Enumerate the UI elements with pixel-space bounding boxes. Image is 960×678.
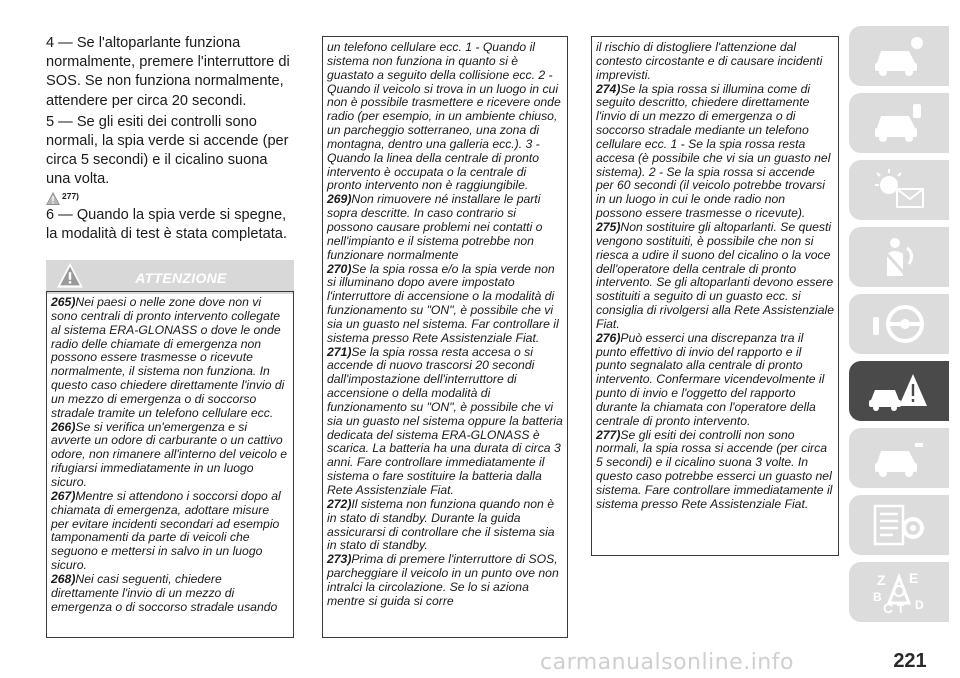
emergency-icon bbox=[869, 368, 929, 414]
note-275 bbox=[596, 221, 834, 332]
note-271 bbox=[327, 346, 563, 498]
tab-seatbelt[interactable] bbox=[849, 227, 949, 287]
note-number: 267) bbox=[51, 488, 76, 503]
note-text: Prima di premere l'interruttore di SOS, parcheggiare il veicolo in un punto ove non intralci la circolazione. Se lo si aziona mentre si guida si corre bbox=[327, 552, 559, 608]
svg-text:T: T bbox=[897, 602, 905, 615]
note-277 bbox=[596, 429, 834, 512]
warning-triangle-icon bbox=[46, 192, 60, 206]
paragraph-step-5: 5 — Se gli esiti dei controlli sono normali, la spia verde si accende (per circa 5 secondi) e il cicalino suona una volta. bbox=[46, 113, 289, 188]
note-number: 270) bbox=[327, 261, 352, 276]
tab-steering-wheel[interactable] bbox=[849, 294, 949, 354]
note-number: 274) bbox=[596, 81, 621, 96]
note-text: Nei paesi o nelle zone dove non vi sono centrali di pronto intervento collegate al sistema ERA-GLONASS o dove le onde radio delle chiamate di emergenza non possono essere trasmesse o ricevute normalmente, il sistema non funziona. In questo caso chiedere direttamente l'invio di un mezzo di emergenza o di soccorso stradale tramite un telefono cellulare ecc. bbox=[51, 295, 285, 420]
note-270 bbox=[327, 263, 563, 346]
note-268 bbox=[51, 573, 289, 615]
note-number: 265) bbox=[51, 295, 76, 309]
note-text: Non rimuovere né installare le parti sopra descritte. In caso contrario si possono causare problemi nei contatti o nell'impianto e il sistema potrebbe non funzionare normalmente bbox=[327, 192, 543, 262]
note-number: 277) bbox=[596, 427, 621, 442]
note-273 bbox=[327, 553, 563, 608]
note-number: 268) bbox=[51, 571, 76, 586]
note-266 bbox=[51, 421, 289, 490]
seatbelt-icon bbox=[869, 234, 929, 280]
warning-title: ATTENZIONE bbox=[135, 270, 227, 287]
paragraph-step-4: 4 — Se l'altoparlante funziona normalmente, premere l'interruttore di SOS. Se non funziona normalmente, attendere per circa 20 secondi. bbox=[46, 35, 290, 109]
note-265 bbox=[51, 296, 289, 421]
tab-car-key[interactable] bbox=[849, 93, 949, 153]
tab-car-info[interactable] bbox=[849, 26, 949, 86]
note-text: Se la spia rossa si illumina come di seguito descritto, chiedere direttamente l'invio di un mezzo di emergenza o di soccorso stradale mediante un telefono cellulare ecc. 1 - Se la spia rossa resta accesa (è possibile che vi sia un guasto nel sistema). 2 - Se la spia rossa si accende per 60 secondi (il veicolo potrebbe trovarsi in un luogo in cui le onde radio non possono essere trasmesse o ricevute). bbox=[596, 81, 831, 221]
note-text: Se la spia rossa e/o la spia verde non si illuminano dopo avere impostato l'interruttore di accensione o la modalità di funzionamento su "ON", è possibile che vi sia un guasto nel sistema. Far controllare il sistema presso Rete Assistenziale Fiat. bbox=[327, 261, 559, 345]
note-number: 269) bbox=[327, 192, 352, 207]
chapter-tabs bbox=[849, 26, 949, 629]
watermark: carmanualsonline.info bbox=[540, 650, 794, 675]
note-text: Se si verifica un'emergenza e si avverte un odore di carburante o un cattivo odore, non rimanere all'interno del veicolo e rifugiarsi immediatamente in un luogo sicuro. bbox=[51, 419, 288, 489]
warning-notes-box-1 bbox=[46, 291, 294, 638]
warning-notes-box-3 bbox=[591, 36, 839, 556]
tab-index[interactable] bbox=[849, 562, 949, 622]
note-text: Se la spia rossa resta accesa o si accende di nuovo trascorsi 20 secondi dall'impostazione dell'interruttore di accensione o della modalità di funzionamento su "ON", è possibile che vi sia un guasto nel sistema oppure la batteria dedicata del sistema ERA-GLONASS è scarica. La batteria ha una durata di circa 3 anni. Fare controllare immediatamente il sistema o fare sostituire la batteria dalla Rete Assistenziale Fiat. bbox=[327, 344, 563, 497]
note-text: Se gli esiti dei controlli non sono normali, la spia rossa si accende (per circa 5 secondi) e il cicalino suona 3 volte. In questo caso potrebbe esserci un guasto nel sistema. Fare controllare immediatamente il sistema presso Rete Assistenziale Fiat. bbox=[596, 427, 833, 511]
svg-text:C: C bbox=[883, 600, 894, 615]
note-276 bbox=[596, 332, 834, 429]
note-274 bbox=[596, 83, 834, 221]
note-reference bbox=[46, 190, 294, 206]
note-272 bbox=[327, 498, 563, 553]
note-continuation: il rischio di distogliere l'attenzione dal contesto circostante e di causare incidenti imprevisti. bbox=[596, 40, 823, 82]
tab-specifications[interactable] bbox=[849, 495, 949, 555]
note-number: 271) bbox=[327, 344, 352, 359]
steering-wheel-icon bbox=[869, 301, 929, 347]
car-service-icon bbox=[869, 435, 929, 481]
tab-emergency[interactable] bbox=[849, 361, 949, 421]
page-number: 221 bbox=[893, 650, 927, 672]
note-reference-number: 277) bbox=[62, 190, 80, 201]
note-267 bbox=[51, 490, 289, 573]
note-text: Non sostituire gli altoparlanti. Se questi vengono sostituiti, è possibile che non si riesca a udire il suono del cicalino o la voce dell'operatore della centrale di pronto intervento. Se gli altoparlanti devono essere sostituiti a seguito di un guasto ecc. si consiglia di rivolgersi alla Rete Assistenziale Fiat. bbox=[596, 219, 834, 331]
note-text: Il sistema non funziona quando non è in stato di standby. Durante la guida assicurarsi di controllare che il sistema sia in stato di standby. bbox=[327, 496, 555, 553]
svg-text:E: E bbox=[909, 570, 919, 586]
svg-text:Z: Z bbox=[877, 572, 886, 588]
warning-lights-icon bbox=[869, 167, 929, 213]
note-continuation: un telefono cellulare ecc. 1 - Quando il sistema non funziona in quanto si è guastato a seguito della collisione ecc. 2 - Quando il veicolo si trova in un luogo in cui non è possibile trasmettere e ricevere onde radio (per esempio, in un ambiente chiuso, un parcheggio sotterraneo, una zona di montagna, dentro una galleria ecc.). 3 - Quando la linea della centrale di pronto intervento è occupata o la centrale di pronto intervento non è raggiungibile. bbox=[327, 40, 561, 193]
note-text: Nei casi seguenti, chiedere direttamente l'invio di un mezzo di emergenza o di soccorso stradale usando bbox=[51, 571, 278, 614]
note-text: Mentre si attendono i soccorsi dopo al chiamata di emergenza, adottare misure per evitare incidenti secondari ad esempio tamponamenti da parte di veicoli che seguono e mettersi in salvo in un luogo sicuro. bbox=[51, 488, 281, 573]
note-number: 276) bbox=[596, 330, 621, 345]
svg-text:D: D bbox=[915, 598, 924, 612]
warning-notes-box-2 bbox=[322, 36, 568, 638]
paragraph-step-6: 6 — Quando la spia verde si spegne, la modalità di test è stata completata. bbox=[46, 206, 287, 242]
note-number: 273) bbox=[327, 552, 352, 567]
car-key-icon bbox=[869, 100, 929, 146]
main-text-column bbox=[46, 34, 294, 294]
car-info-icon bbox=[869, 33, 929, 79]
index-icon bbox=[869, 569, 929, 615]
note-269 bbox=[327, 193, 563, 262]
note-number: 272) bbox=[327, 496, 352, 511]
svg-text:B: B bbox=[873, 590, 882, 604]
tab-warning-lights[interactable] bbox=[849, 160, 949, 220]
note-number: 275) bbox=[596, 219, 621, 234]
warning-header bbox=[46, 260, 294, 294]
note-text: Può esserci una discrepanza tra il punto effettivo di invio del rapporto e il punto segnalato alla centrale di pronto intervento. Confermare vicendevolmente il punto di invio e l'oggetto del rapporto durante la chiamata con l'operatore della centrale di pronto intervento. bbox=[596, 330, 825, 428]
note-number: 266) bbox=[51, 419, 76, 434]
tab-car-service[interactable] bbox=[849, 428, 949, 488]
specifications-icon bbox=[869, 502, 929, 548]
